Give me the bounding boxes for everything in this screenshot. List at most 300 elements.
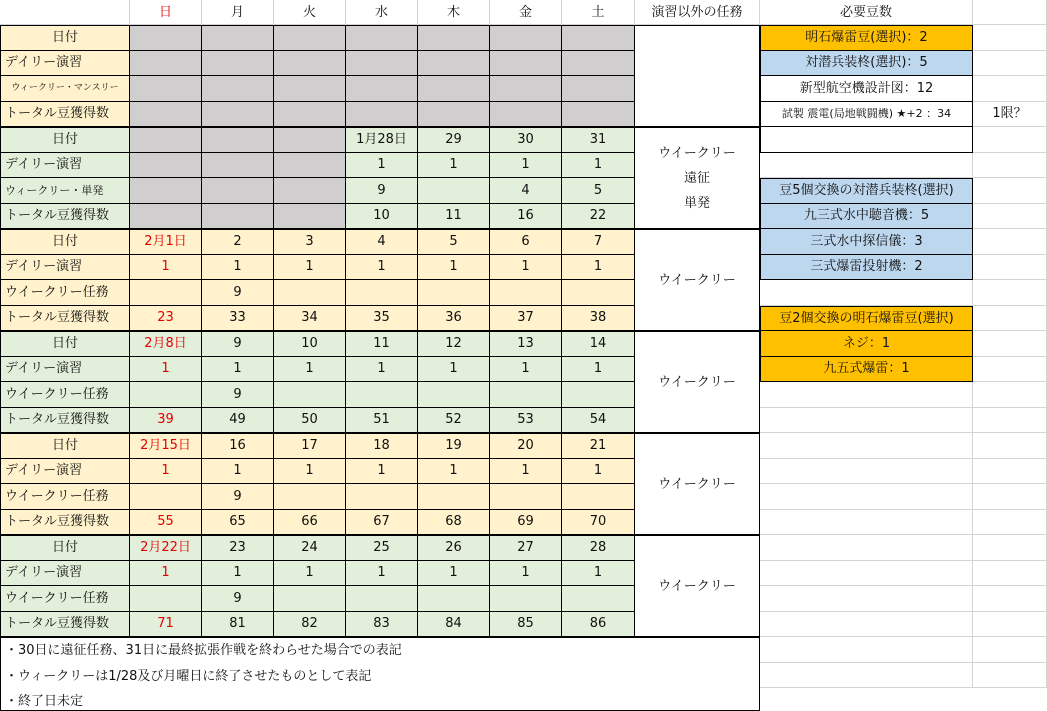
cell-b5-r2-c3[interactable] (346, 586, 418, 612)
cell-b3-r2-c2[interactable] (274, 382, 346, 408)
required-blank[interactable] (760, 127, 973, 153)
cell-b2-r1-c4[interactable] (418, 255, 490, 281)
cell-b0-r3-c1[interactable] (202, 102, 274, 128)
empty-cell[interactable] (973, 535, 1047, 561)
exchange5-item-0[interactable] (760, 204, 973, 230)
cell-b3-r3-c5[interactable] (490, 408, 562, 434)
cell-b4-r0-c2-text: 17 (301, 438, 318, 454)
cell-b4-r3-c3[interactable] (346, 510, 418, 536)
cell-b3-r3-c2[interactable] (274, 408, 346, 434)
cell-b1-r0-c6[interactable] (562, 127, 635, 153)
cell-b2-r1-c5[interactable] (490, 255, 562, 281)
empty-cell[interactable] (760, 510, 973, 536)
empty-cell[interactable] (760, 612, 973, 638)
cell-b4-r0-c1[interactable] (202, 433, 274, 459)
cell-b0-r1-c2[interactable] (274, 51, 346, 77)
cell-b3-r1-c6[interactable] (562, 357, 635, 383)
cell-b4-r0-c0[interactable] (130, 433, 202, 459)
row-label-b2-r3 (0, 306, 130, 332)
cell-b1-r0-c3[interactable] (346, 127, 418, 153)
cell-b2-r3-c1-text: 33 (229, 310, 246, 326)
empty-cell[interactable] (973, 76, 1047, 102)
cell-b3-r0-c1[interactable] (202, 331, 274, 357)
empty-cell[interactable] (760, 637, 973, 663)
cell-b4-r3-c6[interactable] (562, 510, 635, 536)
cell-b3-r3-c6[interactable] (562, 408, 635, 434)
cell-b4-r2-c1[interactable] (202, 484, 274, 510)
cell-b2-r1-c0[interactable] (130, 255, 202, 281)
cell-b2-r3-c6[interactable] (562, 306, 635, 332)
row-label-b3-r2-text: ウイークリー任務 (5, 386, 109, 402)
empty-cell[interactable] (973, 459, 1047, 485)
header-day-6-text: 土 (591, 4, 605, 20)
cell-b2-r3-c4[interactable] (418, 306, 490, 332)
cell-b1-r3-c4-text: 11 (445, 208, 462, 224)
cell-b2-r3-c0-text: 23 (157, 310, 174, 326)
cell-b1-r2-c5[interactable] (490, 178, 562, 204)
empty-cell[interactable] (973, 51, 1047, 77)
exchange2-item-1[interactable] (760, 357, 973, 383)
cell-b1-r2-c0[interactable] (130, 178, 202, 204)
cell-b4-r1-c2[interactable] (274, 459, 346, 485)
empty-cell[interactable] (973, 382, 1047, 408)
row-label-b1-r2-text: ウィークリー・単発 (5, 183, 104, 197)
cell-b1-r3-c1[interactable] (202, 204, 274, 230)
cell-b4-r0-c4[interactable] (418, 433, 490, 459)
empty-cell[interactable] (760, 459, 973, 485)
empty-cell[interactable] (973, 153, 1047, 179)
cell-b0-r1-c1[interactable] (202, 51, 274, 77)
cell-b5-r0-c1-text: 23 (229, 540, 246, 556)
cell-b2-r0-c1-text: 2 (233, 234, 242, 250)
empty-cell[interactable] (973, 637, 1047, 663)
cell-b2-r1-c6[interactable] (562, 255, 635, 281)
header-day-5[interactable] (490, 0, 562, 25)
cell-b0-r0-c1[interactable] (202, 25, 274, 51)
cell-b5-r0-c5[interactable] (490, 535, 562, 561)
cell-b1-r0-c4[interactable] (418, 127, 490, 153)
cell-b4-r2-c0[interactable] (130, 484, 202, 510)
cell-b1-r0-c2[interactable] (274, 127, 346, 153)
cell-b2-r0-c5[interactable] (490, 229, 562, 255)
cell-b3-r3-c6-text: 54 (589, 412, 607, 428)
task-cell-b4[interactable] (635, 433, 760, 535)
empty-cell[interactable] (973, 306, 1047, 332)
cell-b2-r0-c0[interactable] (130, 229, 202, 255)
cell-b4-r1-c5[interactable] (490, 459, 562, 485)
cell-b4-r0-c1-text: 16 (229, 438, 246, 454)
cell-b3-r2-c3[interactable] (346, 382, 418, 408)
cell-b1-r3-c0[interactable] (130, 204, 202, 230)
cell-b1-r2-c6[interactable] (562, 178, 635, 204)
cell-b3-r1-c5-text: 1 (521, 361, 530, 377)
cell-b5-r3-c2-text: 82 (301, 616, 318, 632)
cell-b3-r2-c6[interactable] (562, 382, 635, 408)
cell-b2-r3-c0[interactable] (130, 306, 202, 332)
cell-b2-r0-c3[interactable] (346, 229, 418, 255)
cell-b5-r0-c2[interactable] (274, 535, 346, 561)
cell-b2-r0-c5-text: 6 (521, 234, 530, 250)
cell-b4-r1-c6[interactable] (562, 459, 635, 485)
cell-b3-r2-c4[interactable] (418, 382, 490, 408)
header-other-tasks[interactable] (635, 0, 760, 25)
cell-b0-r0-c0[interactable] (130, 25, 202, 51)
cell-b5-r3-c5[interactable] (490, 612, 562, 638)
cell-b0-r0-c4[interactable] (418, 25, 490, 51)
cell-b1-r3-c6[interactable] (562, 204, 635, 230)
exchange5-item-1[interactable] (760, 229, 973, 255)
cell-b0-r0-c6[interactable] (562, 25, 635, 51)
header-day-2[interactable] (274, 0, 346, 25)
cell-b3-r3-c1[interactable] (202, 408, 274, 434)
empty-cell[interactable] (973, 331, 1047, 357)
cell-b5-r0-c0[interactable] (130, 535, 202, 561)
header-empty[interactable] (973, 0, 1047, 25)
cell-b2-r0-c1[interactable] (202, 229, 274, 255)
cell-b1-r3-c4[interactable] (418, 204, 490, 230)
row-label-b0-r3 (0, 102, 130, 128)
cell-b2-r3-c3-text: 35 (373, 310, 390, 326)
cell-b4-r2-c2[interactable] (274, 484, 346, 510)
empty-cell[interactable] (973, 255, 1047, 281)
cell-b3-r1-c5[interactable] (490, 357, 562, 383)
cell-b2-r2-c5[interactable] (490, 280, 562, 306)
cell-b1-r0-c0[interactable] (130, 127, 202, 153)
cell-b3-r2-c1[interactable] (202, 382, 274, 408)
cell-b3-r0-c1-text: 9 (233, 336, 242, 352)
cell-b3-r3-c2-text: 50 (301, 412, 318, 428)
cell-b0-r1-c6[interactable] (562, 51, 635, 77)
empty-cell[interactable] (760, 433, 973, 459)
cell-b3-r0-c6[interactable] (562, 331, 635, 357)
cell-b1-r1-c4[interactable] (418, 153, 490, 179)
header-day-3[interactable] (346, 0, 418, 25)
cell-b5-r2-c6[interactable] (562, 586, 635, 612)
cell-b1-r1-c4-text: 1 (449, 157, 458, 173)
required-item-3[interactable] (760, 102, 973, 128)
empty-cell[interactable] (760, 535, 973, 561)
exchange2-item-0[interactable] (760, 331, 973, 357)
cell-b0-r2-c2[interactable] (274, 76, 346, 102)
row-label-b3-r3-text: トータル豆獲得数 (5, 412, 110, 428)
cell-b0-r2-c4[interactable] (418, 76, 490, 102)
cell-b4-r3-c1[interactable] (202, 510, 274, 536)
cell-b4-r2-c4[interactable] (418, 484, 490, 510)
cell-b4-r1-c1[interactable] (202, 459, 274, 485)
empty-cell[interactable] (973, 663, 1047, 689)
cell-b2-r2-c0[interactable] (130, 280, 202, 306)
row-label-b3-r0-text: 日付 (51, 336, 78, 352)
cell-b3-r2-c5[interactable] (490, 382, 562, 408)
empty-cell[interactable] (760, 484, 973, 510)
empty-cell[interactable] (760, 586, 973, 612)
cell-b5-r3-c4[interactable] (418, 612, 490, 638)
cell-b2-r3-c2[interactable] (274, 306, 346, 332)
exchange2-title[interactable] (760, 306, 973, 332)
cell-b2-r1-c6-text: 1 (593, 259, 603, 275)
cell-b4-r0-c0-text: 2月15日 (140, 438, 191, 454)
row-label-b0-r1-text: デイリー演習 (5, 55, 83, 71)
cell-b4-r0-c4-text: 19 (445, 438, 462, 454)
cell-b5-r1-c0[interactable] (130, 561, 202, 587)
cell-b2-r3-c3[interactable] (346, 306, 418, 332)
cell-b0-r1-c0[interactable] (130, 51, 202, 77)
cell-b5-r0-c0-text: 2月22日 (140, 540, 191, 556)
empty-cell[interactable] (973, 510, 1047, 536)
cell-b0-r3-c4[interactable] (418, 102, 490, 128)
exchange2-title-text: 豆2個交換の明石爆雷豆(選択) (779, 310, 954, 326)
empty-cell[interactable] (760, 408, 973, 434)
cell-b1-r0-c5-text: 30 (517, 132, 534, 148)
side-note[interactable] (973, 102, 1047, 128)
cell-b0-r0-c2[interactable] (274, 25, 346, 51)
cell-b5-r0-c4[interactable] (418, 535, 490, 561)
cell-b5-r1-c2[interactable] (274, 561, 346, 587)
cell-b1-r3-c2[interactable] (274, 204, 346, 230)
empty-cell[interactable] (973, 229, 1047, 255)
cell-b5-r3-c0[interactable] (130, 612, 202, 638)
row-label-b5-r2-text: ウイークリー任務 (5, 590, 109, 606)
cell-b1-r1-c5[interactable] (490, 153, 562, 179)
cell-b4-r3-c4[interactable] (418, 510, 490, 536)
task-cell-b5[interactable] (635, 535, 760, 637)
empty-cell[interactable] (973, 484, 1047, 510)
cell-b0-r0-c5[interactable] (490, 25, 562, 51)
required-item-1-text: 対潜兵装柊(選択)：5 (805, 55, 928, 71)
cell-b1-r1-c3[interactable] (346, 153, 418, 179)
cell-b0-r1-c3[interactable] (346, 51, 418, 77)
cell-b2-r2-c6[interactable] (562, 280, 635, 306)
header-day-4[interactable] (418, 0, 490, 25)
task-cell-b3[interactable] (635, 331, 760, 433)
row-label-b3-r2 (0, 382, 130, 408)
empty-cell[interactable] (973, 357, 1047, 383)
cell-b4-r0-c5[interactable] (490, 433, 562, 459)
empty-cell[interactable] (973, 561, 1047, 587)
exchange5-item-2[interactable] (760, 255, 973, 281)
cell-b4-r1-c3[interactable] (346, 459, 418, 485)
cell-b4-r2-c6[interactable] (562, 484, 635, 510)
cell-b0-r0-c3[interactable] (346, 25, 418, 51)
cell-b0-r2-c3[interactable] (346, 76, 418, 102)
cell-b2-r2-c2[interactable] (274, 280, 346, 306)
empty-cell[interactable] (760, 280, 973, 306)
cell-b3-r0-c4[interactable] (418, 331, 490, 357)
cell-b2-r2-c3[interactable] (346, 280, 418, 306)
cell-b3-r3-c3-text: 51 (373, 412, 390, 428)
cell-b0-r3-c0[interactable] (130, 102, 202, 128)
empty-cell[interactable] (973, 204, 1047, 230)
cell-b2-r3-c1[interactable] (202, 306, 274, 332)
cell-b3-r1-c1-text: 1 (233, 361, 242, 377)
cell-b3-r1-c4[interactable] (418, 357, 490, 383)
cell-b1-r0-c6-text: 31 (589, 132, 607, 148)
empty-cell[interactable] (973, 433, 1047, 459)
empty-cell[interactable] (973, 408, 1047, 434)
cell-b4-r0-c2[interactable] (274, 433, 346, 459)
cell-b0-r2-c6[interactable] (562, 76, 635, 102)
cell-b0-r3-c5[interactable] (490, 102, 562, 128)
cell-b2-r2-c1[interactable] (202, 280, 274, 306)
row-label-b4-r3-text: トータル豆獲得数 (5, 514, 110, 530)
cell-b2-r2-c4[interactable] (418, 280, 490, 306)
cell-b5-r0-c1[interactable] (202, 535, 274, 561)
empty-cell[interactable] (973, 178, 1047, 204)
cell-b5-r1-c6[interactable] (562, 561, 635, 587)
cell-b4-r3-c2[interactable] (274, 510, 346, 536)
cell-b4-r3-c0[interactable] (130, 510, 202, 536)
cell-b3-r3-c4[interactable] (418, 408, 490, 434)
cell-b3-r3-c0[interactable] (130, 408, 202, 434)
corner-cell[interactable] (0, 0, 130, 25)
empty-cell[interactable] (760, 382, 973, 408)
cell-b3-r0-c0[interactable] (130, 331, 202, 357)
row-label-b1-r3-text: トータル豆獲得数 (5, 208, 110, 224)
cell-b5-r0-c6[interactable] (562, 535, 635, 561)
cell-b1-r2-c1[interactable] (202, 178, 274, 204)
cell-b1-r1-c2[interactable] (274, 153, 346, 179)
cell-b5-r3-c1[interactable] (202, 612, 274, 638)
cell-b5-r1-c4[interactable] (418, 561, 490, 587)
cell-b3-r0-c3-text: 11 (373, 336, 390, 352)
cell-b2-r0-c2[interactable] (274, 229, 346, 255)
header-day-6[interactable] (562, 0, 635, 25)
cell-b1-r2-c3-text: 9 (377, 182, 386, 198)
cell-b1-r2-c2[interactable] (274, 178, 346, 204)
cell-b1-r3-c5[interactable] (490, 204, 562, 230)
empty-cell[interactable] (973, 280, 1047, 306)
cell-b3-r1-c3[interactable] (346, 357, 418, 383)
cell-b0-r3-c6[interactable] (562, 102, 635, 128)
cell-b5-r3-c6[interactable] (562, 612, 635, 638)
task-cell-b1[interactable] (635, 127, 760, 229)
cell-b1-r3-c3[interactable] (346, 204, 418, 230)
cell-b2-r3-c2-text: 34 (301, 310, 318, 326)
cell-b5-r3-c2[interactable] (274, 612, 346, 638)
empty-cell[interactable] (973, 25, 1047, 51)
required-item-0[interactable] (760, 25, 973, 51)
cell-b3-r0-c2[interactable] (274, 331, 346, 357)
row-label-b5-r3-text: トータル豆獲得数 (5, 616, 110, 632)
cell-b4-r1-c4[interactable] (418, 459, 490, 485)
cell-b1-r0-c1[interactable] (202, 127, 274, 153)
required-item-1[interactable] (760, 51, 973, 77)
cell-b1-r1-c6[interactable] (562, 153, 635, 179)
cell-b0-r3-c3[interactable] (346, 102, 418, 128)
cell-b5-r0-c3[interactable] (346, 535, 418, 561)
cell-b3-r0-c6-text: 14 (589, 336, 607, 352)
cell-b5-r2-c1[interactable] (202, 586, 274, 612)
cell-b5-r1-c5[interactable] (490, 561, 562, 587)
row-label-b1-r0 (0, 127, 130, 153)
cell-b0-r2-c5[interactable] (490, 76, 562, 102)
cell-b4-r1-c0[interactable] (130, 459, 202, 485)
empty-cell[interactable] (973, 586, 1047, 612)
cell-b3-r3-c1-text: 49 (229, 412, 246, 428)
cell-b3-r1-c2[interactable] (274, 357, 346, 383)
header-day-0[interactable] (130, 0, 202, 25)
cell-b4-r2-c5[interactable] (490, 484, 562, 510)
cell-b2-r0-c3-text: 4 (377, 234, 386, 250)
header-other-tasks-text: 演習以外の任務 (651, 4, 743, 20)
empty-cell[interactable] (973, 127, 1047, 153)
required-item-2-text: 新型航空機設計図：12 (799, 80, 934, 96)
empty-cell[interactable] (760, 153, 973, 179)
task-cell-b0[interactable] (635, 25, 760, 127)
cell-b3-r1-c0[interactable] (130, 357, 202, 383)
empty-cell[interactable] (760, 663, 973, 689)
cell-b5-r2-c0[interactable] (130, 586, 202, 612)
cell-b1-r1-c1[interactable] (202, 153, 274, 179)
cell-b4-r3-c4-text: 68 (445, 514, 462, 530)
cell-b2-r0-c6[interactable] (562, 229, 635, 255)
empty-cell[interactable] (760, 561, 973, 587)
cell-b0-r2-c0[interactable] (130, 76, 202, 102)
header-required[interactable] (760, 0, 973, 25)
cell-b0-r2-c1[interactable] (202, 76, 274, 102)
cell-b4-r2-c3[interactable] (346, 484, 418, 510)
cell-b3-r2-c0[interactable] (130, 382, 202, 408)
cell-b3-r0-c5[interactable] (490, 331, 562, 357)
cell-b0-r3-c2[interactable] (274, 102, 346, 128)
row-label-b3-r1-text: デイリー演習 (5, 361, 83, 377)
cell-b3-r0-c3[interactable] (346, 331, 418, 357)
cell-b5-r2-c2[interactable] (274, 586, 346, 612)
cell-b5-r1-c1[interactable] (202, 561, 274, 587)
cell-b5-r3-c3[interactable] (346, 612, 418, 638)
row-label-b0-r0 (0, 25, 130, 51)
exchange5-title[interactable] (760, 178, 973, 204)
cell-b3-r1-c4-text: 1 (449, 361, 458, 377)
cell-b5-r0-c2-text: 24 (301, 540, 318, 556)
cell-b5-r2-c5[interactable] (490, 586, 562, 612)
required-item-2[interactable] (760, 76, 973, 102)
cell-b4-r3-c5[interactable] (490, 510, 562, 536)
cell-b1-r2-c3[interactable] (346, 178, 418, 204)
cell-b3-r0-c4-text: 12 (445, 336, 462, 352)
cell-b3-r1-c3-text: 1 (377, 361, 386, 377)
cell-b2-r1-c1[interactable] (202, 255, 274, 281)
cell-b5-r3-c4-text: 84 (445, 616, 462, 632)
cell-b3-r3-c3[interactable] (346, 408, 418, 434)
task-label: ウイークリー (658, 578, 736, 594)
cell-b1-r0-c4-text: 29 (445, 132, 462, 148)
header-day-1[interactable] (202, 0, 274, 25)
cell-b1-r2-c4[interactable] (418, 178, 490, 204)
row-label-b5-r0 (0, 535, 130, 561)
cell-b5-r2-c4[interactable] (418, 586, 490, 612)
cell-b1-r0-c5[interactable] (490, 127, 562, 153)
cell-b3-r3-c0-text: 39 (157, 412, 174, 428)
cell-b2-r1-c3[interactable] (346, 255, 418, 281)
cell-b4-r1-c5-text: 1 (521, 463, 530, 479)
cell-b0-r1-c4[interactable] (418, 51, 490, 77)
cell-b2-r3-c5[interactable] (490, 306, 562, 332)
header-day-2-text: 火 (302, 4, 316, 20)
empty-cell[interactable] (973, 612, 1047, 638)
cell-b4-r0-c6[interactable] (562, 433, 635, 459)
task-cell-b2[interactable] (635, 229, 760, 331)
row-label-b0-r0-text: 日付 (51, 30, 78, 46)
cell-b3-r1-c1[interactable] (202, 357, 274, 383)
cell-b4-r0-c3[interactable] (346, 433, 418, 459)
cell-b2-r1-c2[interactable] (274, 255, 346, 281)
cell-b0-r1-c5[interactable] (490, 51, 562, 77)
cell-b2-r0-c4[interactable] (418, 229, 490, 255)
exchange2-item-1-text: 九五式爆雷：1 (823, 361, 910, 377)
cell-b1-r1-c0[interactable] (130, 153, 202, 179)
cell-b5-r1-c3[interactable] (346, 561, 418, 587)
